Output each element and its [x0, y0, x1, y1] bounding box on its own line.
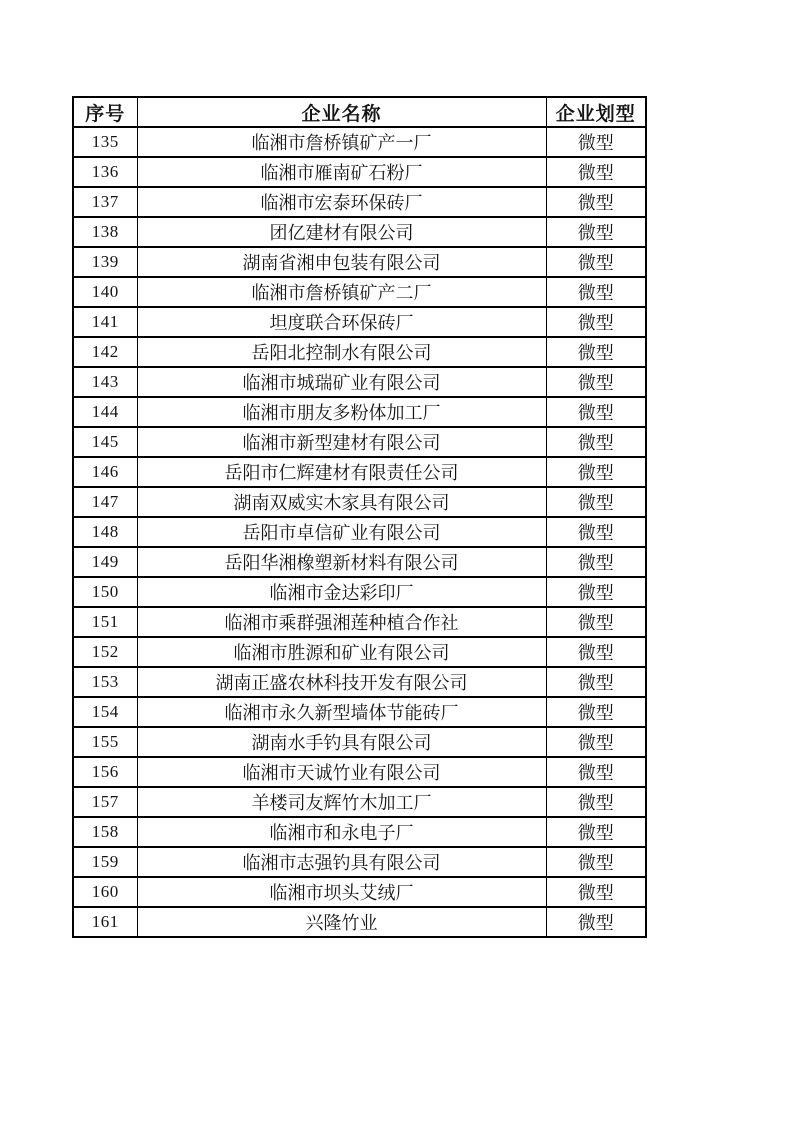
row-index-cell: 158 — [73, 817, 137, 847]
table-row — [73, 457, 646, 487]
table-row — [73, 787, 646, 817]
company-name-cell: 临湘市宏泰环保砖厂 — [137, 187, 546, 217]
company-size-cell: 微型 — [546, 877, 646, 907]
table-row — [73, 307, 646, 337]
row-index-cell: 153 — [73, 667, 137, 697]
row-index-cell: 146 — [73, 457, 137, 487]
column-header-company-size: 企业划型 — [546, 97, 646, 127]
row-index-cell: 155 — [73, 727, 137, 757]
company-size-cell: 微型 — [546, 367, 646, 397]
column-header-index: 序号 — [73, 97, 137, 127]
company-size-cell: 微型 — [546, 157, 646, 187]
row-index-cell: 147 — [73, 487, 137, 517]
company-name-cell: 岳阳市卓信矿业有限公司 — [137, 517, 546, 547]
table-row — [73, 487, 646, 517]
company-size-cell: 微型 — [546, 787, 646, 817]
company-name-cell: 羊楼司友辉竹木加工厂 — [137, 787, 546, 817]
company-size-cell: 微型 — [546, 217, 646, 247]
row-index-cell: 142 — [73, 337, 137, 367]
row-index-cell: 151 — [73, 607, 137, 637]
company-name-cell: 湖南水手钓具有限公司 — [137, 727, 546, 757]
table-row — [73, 547, 646, 577]
company-name-cell: 湖南正盛农林科技开发有限公司 — [137, 667, 546, 697]
table-header-row — [73, 97, 646, 127]
row-index-cell: 160 — [73, 877, 137, 907]
company-name-cell: 临湘市城瑞矿业有限公司 — [137, 367, 546, 397]
row-index-cell: 136 — [73, 157, 137, 187]
row-index-cell: 140 — [73, 277, 137, 307]
company-size-cell: 微型 — [546, 847, 646, 877]
company-size-cell: 微型 — [546, 817, 646, 847]
table-row — [73, 517, 646, 547]
company-size-cell: 微型 — [546, 637, 646, 667]
company-size-cell: 微型 — [546, 427, 646, 457]
company-size-cell: 微型 — [546, 517, 646, 547]
table-row — [73, 907, 646, 937]
table-row — [73, 817, 646, 847]
table-row — [73, 187, 646, 217]
company-name-cell: 坦度联合环保砖厂 — [137, 307, 546, 337]
table-row — [73, 397, 646, 427]
company-name-cell: 临湘市和永电子厂 — [137, 817, 546, 847]
company-size-cell: 微型 — [546, 307, 646, 337]
company-name-cell: 团亿建材有限公司 — [137, 217, 546, 247]
company-size-cell: 微型 — [546, 397, 646, 427]
table-row — [73, 727, 646, 757]
table-row — [73, 217, 646, 247]
company-name-cell: 临湘市詹桥镇矿产二厂 — [137, 277, 546, 307]
row-index-cell: 149 — [73, 547, 137, 577]
table-row — [73, 697, 646, 727]
row-index-cell: 137 — [73, 187, 137, 217]
company-name-cell: 兴隆竹业 — [137, 907, 546, 937]
company-name-cell: 岳阳市仁辉建材有限责任公司 — [137, 457, 546, 487]
column-header-company-name: 企业名称 — [137, 97, 546, 127]
table-row — [73, 427, 646, 457]
table-row — [73, 277, 646, 307]
company-size-cell: 微型 — [546, 607, 646, 637]
row-index-cell: 144 — [73, 397, 137, 427]
table-row — [73, 367, 646, 397]
company-size-cell: 微型 — [546, 457, 646, 487]
row-index-cell: 138 — [73, 217, 137, 247]
row-index-cell: 154 — [73, 697, 137, 727]
table-row — [73, 157, 646, 187]
company-name-cell: 临湘市金达彩印厂 — [137, 577, 546, 607]
company-name-cell: 临湘市朋友多粉体加工厂 — [137, 397, 546, 427]
table-row — [73, 607, 646, 637]
company-size-cell: 微型 — [546, 727, 646, 757]
company-size-cell: 微型 — [546, 907, 646, 937]
company-name-cell: 湖南双威实木家具有限公司 — [137, 487, 546, 517]
company-size-cell: 微型 — [546, 547, 646, 577]
row-index-cell: 152 — [73, 637, 137, 667]
company-size-cell: 微型 — [546, 127, 646, 157]
company-size-cell: 微型 — [546, 337, 646, 367]
company-size-cell: 微型 — [546, 487, 646, 517]
enterprise-table — [72, 96, 647, 938]
company-name-cell: 临湘市乘群强湘莲种植合作社 — [137, 607, 546, 637]
company-name-cell: 临湘市志强钓具有限公司 — [137, 847, 546, 877]
company-name-cell: 岳阳华湘橡塑新材料有限公司 — [137, 547, 546, 577]
table-row — [73, 877, 646, 907]
company-name-cell: 临湘市胜源和矿业有限公司 — [137, 637, 546, 667]
company-size-cell: 微型 — [546, 247, 646, 277]
row-index-cell: 150 — [73, 577, 137, 607]
row-index-cell: 159 — [73, 847, 137, 877]
table-row — [73, 757, 646, 787]
company-size-cell: 微型 — [546, 667, 646, 697]
company-name-cell: 岳阳北控制水有限公司 — [137, 337, 546, 367]
company-size-cell: 微型 — [546, 577, 646, 607]
table-row — [73, 667, 646, 697]
row-index-cell: 148 — [73, 517, 137, 547]
table-row — [73, 337, 646, 367]
company-name-cell: 临湘市詹桥镇矿产一厂 — [137, 127, 546, 157]
company-name-cell: 临湘市新型建材有限公司 — [137, 427, 546, 457]
row-index-cell: 156 — [73, 757, 137, 787]
table-row — [73, 127, 646, 157]
company-name-cell: 临湘市雁南矿石粉厂 — [137, 157, 546, 187]
row-index-cell: 145 — [73, 427, 137, 457]
company-size-cell: 微型 — [546, 187, 646, 217]
company-size-cell: 微型 — [546, 757, 646, 787]
table-row — [73, 577, 646, 607]
row-index-cell: 135 — [73, 127, 137, 157]
row-index-cell: 141 — [73, 307, 137, 337]
row-index-cell: 157 — [73, 787, 137, 817]
company-name-cell: 临湘市天诚竹业有限公司 — [137, 757, 546, 787]
table-row — [73, 637, 646, 667]
company-name-cell: 湖南省湘申包装有限公司 — [137, 247, 546, 277]
company-name-cell: 临湘市坝头艾绒厂 — [137, 877, 546, 907]
row-index-cell: 161 — [73, 907, 137, 937]
row-index-cell: 139 — [73, 247, 137, 277]
company-size-cell: 微型 — [546, 277, 646, 307]
table-row — [73, 247, 646, 277]
company-name-cell: 临湘市永久新型墙体节能砖厂 — [137, 697, 546, 727]
row-index-cell: 143 — [73, 367, 137, 397]
table-row — [73, 847, 646, 877]
company-size-cell: 微型 — [546, 697, 646, 727]
